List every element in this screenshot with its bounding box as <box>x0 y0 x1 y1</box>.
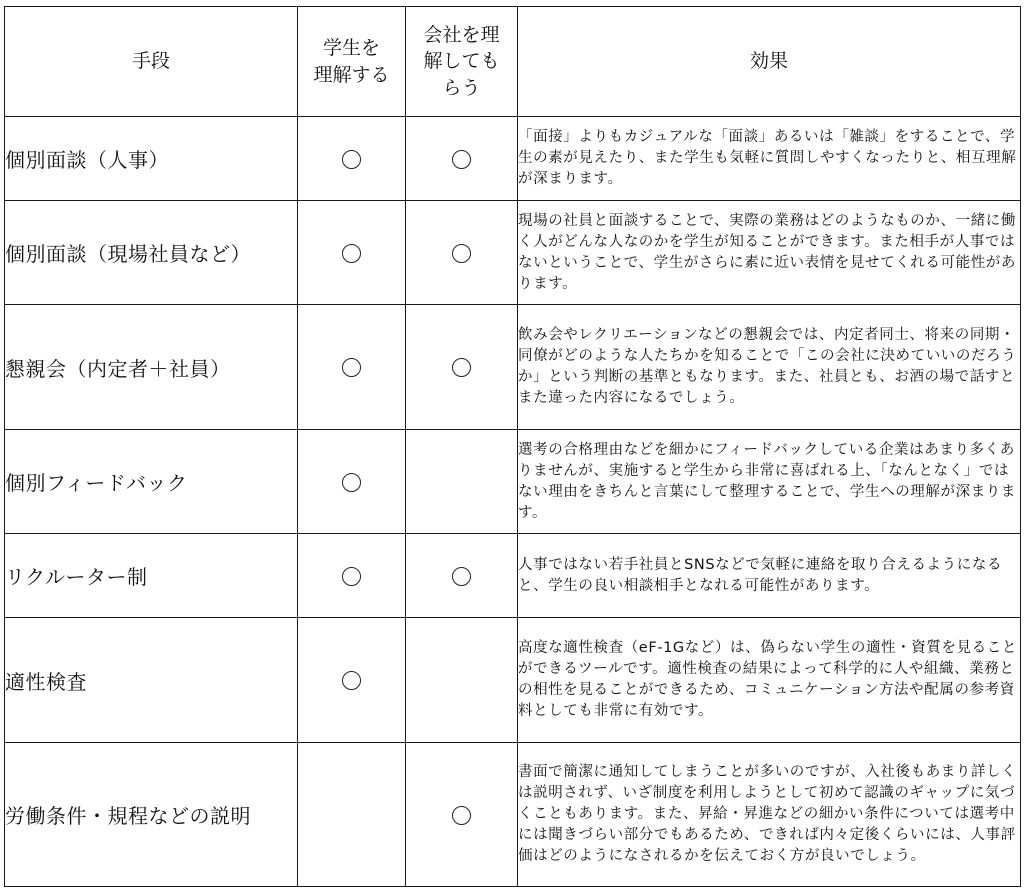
method-cell: 個別面談（人事） <box>5 117 298 201</box>
method-cell: 個別面談（現場社員など） <box>5 201 298 305</box>
company-mark-cell <box>406 618 518 743</box>
circle-mark-icon <box>452 358 471 377</box>
table-row <box>5 305 1021 430</box>
method-cell: 懇親会（内定者＋社員） <box>5 305 298 430</box>
table-row <box>5 534 1021 618</box>
method-effect-table <box>4 6 1021 887</box>
method-cell: 労働条件・規程などの説明 <box>5 743 298 887</box>
circle-mark-icon <box>342 671 361 690</box>
circle-mark-icon <box>342 358 361 377</box>
effect-cell: 高度な適性検査（eF-1Gなど）は、偽らない学生の適性・資質を見ることができるツールです。適性検査の結果によって科学的に人や組織、業務との相性を見ることができるため、コミュニケーション方法や配属の参考資料としても非常に有効です。 <box>518 618 1021 743</box>
header-company-understanding: 会社を理 解しても らう <box>406 7 518 117</box>
student-mark-cell <box>298 618 406 743</box>
method-cell: 適性検査 <box>5 618 298 743</box>
student-mark-cell <box>298 201 406 305</box>
company-mark-cell <box>406 743 518 887</box>
header-effect: 効果 <box>518 7 1021 117</box>
circle-mark-icon <box>452 150 471 169</box>
table-row <box>5 430 1021 534</box>
table-row <box>5 618 1021 743</box>
effect-cell: 「面接」よりもカジュアルな「面談」あるいは「雑談」をすることで、学生の素が見えたり、また学生も気軽に質問しやすくなったりと、相互理解が深まります。 <box>518 117 1021 201</box>
student-mark-cell <box>298 117 406 201</box>
effect-cell: 飲み会やレクリエーションなどの懇親会では、内定者同士、将来の同期・同僚がどのような人たちかを知ることで「この会社に決めていいのだろうか」という判断の基準ともなります。また、社員とも、お酒の場で話すとまた違った内容になるでしょう。 <box>518 305 1021 430</box>
method-cell: 個別フィードバック <box>5 430 298 534</box>
table-row <box>5 201 1021 305</box>
company-mark-cell <box>406 305 518 430</box>
effect-cell: 書面で簡潔に通知してしまうことが多いのですが、入社後もあまり詳しくは説明されず、いざ制度を利用しようとして初めて認識のギャップに気づくこともあります。また、昇給・昇進などの細かい条件については選考中には聞きづらい部分でもあるため、できれば内々定後くらいには、人事評価はどのようになされるかを伝えておく方が良いでしょう。 <box>518 743 1021 887</box>
header-row <box>5 7 1021 117</box>
header-method: 手段 <box>5 7 298 117</box>
circle-mark-icon <box>452 806 471 825</box>
table-row <box>5 743 1021 887</box>
company-mark-cell <box>406 201 518 305</box>
student-mark-cell <box>298 430 406 534</box>
student-mark-cell <box>298 534 406 618</box>
company-mark-cell <box>406 534 518 618</box>
circle-mark-icon <box>452 244 471 263</box>
circle-mark-icon <box>452 567 471 586</box>
circle-mark-icon <box>342 567 361 586</box>
effect-cell: 選考の合格理由などを細かにフィードバックしている企業はあまり多くありませんが、実施すると学生から非常に喜ばれる上、「なんとなく」ではない理由をきちんと言葉にして整理することで、学生への理解が深まります。 <box>518 430 1021 534</box>
effect-cell: 現場の社員と面談することで、実際の業務はどのようなものか、一緒に働く人がどんな人なのかを学生が知ることができます。また相手が人事ではないということで、学生がさらに素に近い表情を見せてくれる可能性があります。 <box>518 201 1021 305</box>
circle-mark-icon <box>342 473 361 492</box>
student-mark-cell <box>298 305 406 430</box>
company-mark-cell <box>406 117 518 201</box>
header-student-understanding: 学生を 理解する <box>298 7 406 117</box>
circle-mark-icon <box>342 150 361 169</box>
method-cell: リクルーター制 <box>5 534 298 618</box>
table-row <box>5 117 1021 201</box>
company-mark-cell <box>406 430 518 534</box>
student-mark-cell <box>298 743 406 887</box>
effect-cell: 人事ではない若手社員とSNSなどで気軽に連絡を取り合えるようになると、学生の良い相談相手となれる可能性があります。 <box>518 534 1021 618</box>
circle-mark-icon <box>342 244 361 263</box>
